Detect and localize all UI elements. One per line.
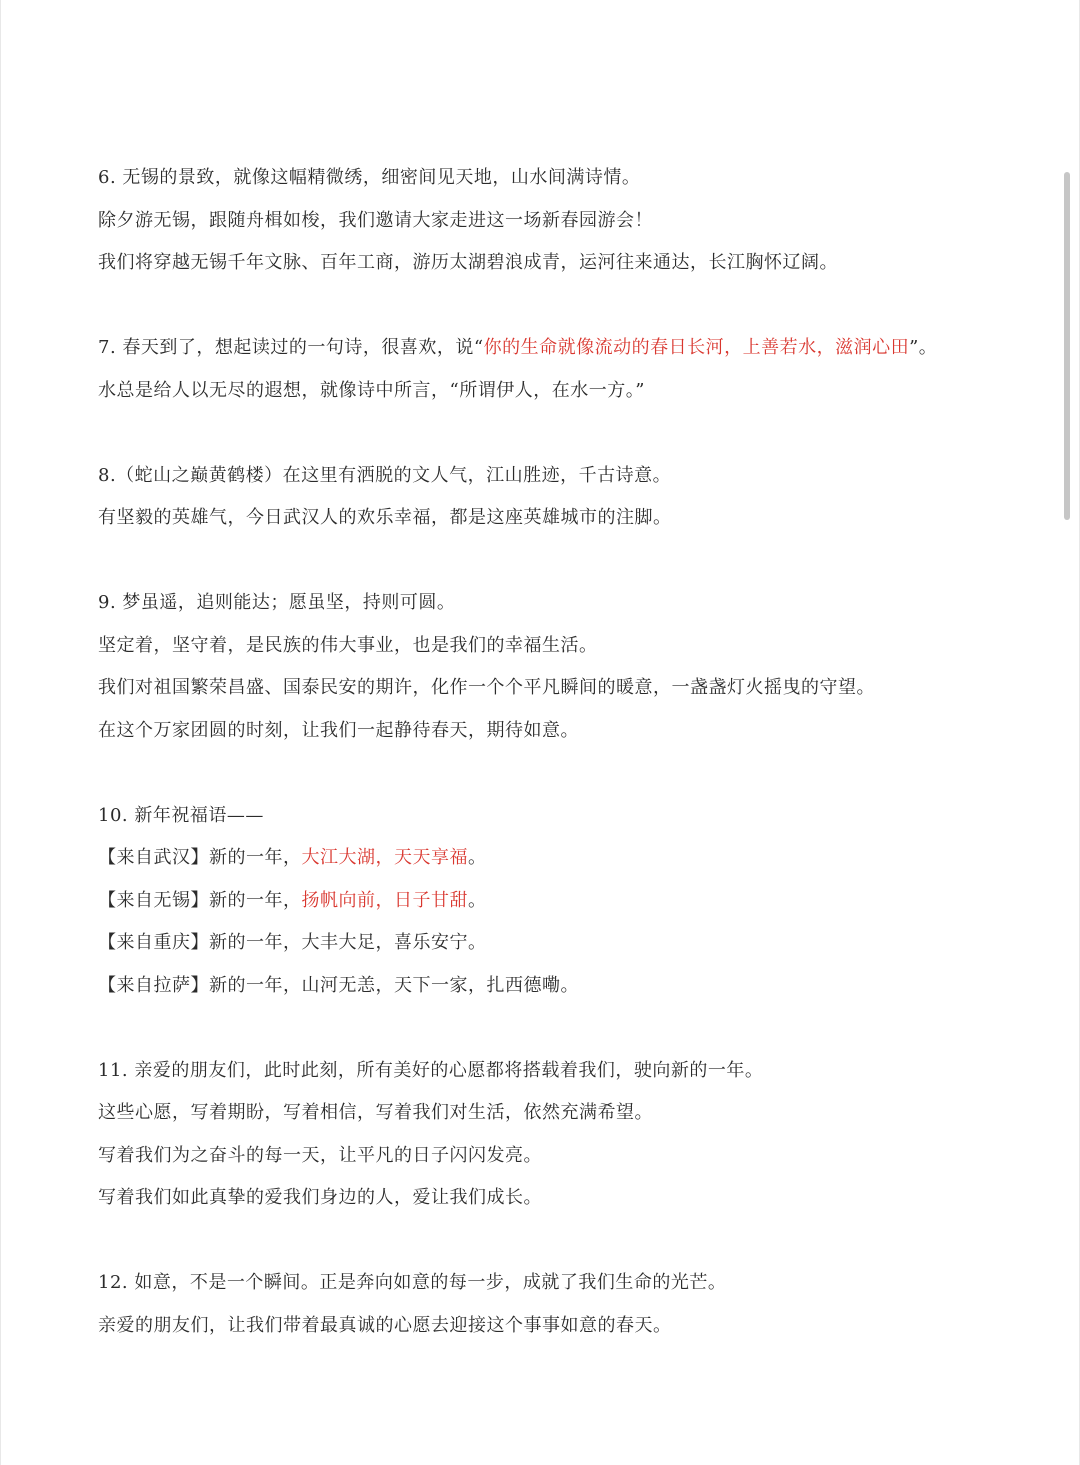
paragraph bbox=[98, 582, 1018, 752]
text-segment: 除夕游无锡，跟随舟楫如梭，我们邀请大家走进这一场新春园游会！ bbox=[98, 209, 653, 231]
text-line bbox=[98, 710, 1018, 753]
text-segment: 水总是给人以无尽的遐想，就像诗中所言，“所谓伊人，在水一方。” bbox=[98, 379, 645, 401]
document-body bbox=[98, 157, 1018, 1347]
text-line bbox=[98, 157, 1018, 200]
paragraph bbox=[98, 1050, 1018, 1220]
text-line bbox=[98, 242, 1018, 285]
scrollbar-thumb[interactable] bbox=[1064, 172, 1070, 520]
text-line bbox=[98, 1177, 1018, 1220]
text-segment: 我们对祖国繁荣昌盛、国泰民安的期许，化作一个个平凡瞬间的暖意，一盏盏灯火摇曳的守望。 bbox=[98, 677, 875, 698]
text-line bbox=[98, 795, 1018, 838]
text-segment: 亲爱的朋友们，让我们带着最真诚的心愿去迎接这个事事如意的春天。 bbox=[98, 1314, 672, 1336]
text-line bbox=[98, 922, 1018, 965]
text-line bbox=[98, 455, 1018, 498]
text-segment: 9. 梦虽遥，追则能达；愿虽坚，持则可圆。 bbox=[98, 592, 456, 613]
highlighted-text: 你的生命就像流动的春日长河，上善若水，滋润心田 bbox=[483, 337, 910, 358]
paragraph bbox=[98, 327, 1018, 412]
highlighted-text: 大江大湖，天天享福 bbox=[301, 847, 468, 868]
text-segment: 坚定着，坚守着，是民族的伟大事业，也是我们的幸福生活。 bbox=[98, 634, 598, 656]
text-segment: 10. 新年祝福语—— bbox=[98, 804, 264, 826]
highlighted-text: 扬帆向前，日子甘甜 bbox=[301, 889, 468, 911]
text-line bbox=[98, 625, 1018, 668]
text-segment: 【来自武汉】新的一年， bbox=[98, 847, 302, 868]
paragraph-gap bbox=[98, 1220, 1018, 1263]
text-segment: 7. 春天到了，想起读过的一句诗，很喜欢，说“ bbox=[98, 337, 484, 358]
text-segment: 我们将穿越无锡千年文脉、百年工商，游历太湖碧浪成青，运河往来通达，长江胸怀辽阔。 bbox=[98, 252, 838, 273]
text-segment: 【来自重庆】新的一年，大丰大足，喜乐安宁。 bbox=[98, 932, 487, 953]
paragraph bbox=[98, 157, 1018, 285]
paragraph-gap bbox=[98, 540, 1018, 583]
text-segment: 在这个万家团圆的时刻，让我们一起静待春天，期待如意。 bbox=[98, 719, 579, 741]
text-segment: 11. 亲爱的朋友们，此时此刻，所有美好的心愿都将搭载着我们，驶向新的一年。 bbox=[98, 1059, 764, 1081]
text-line bbox=[98, 1262, 1018, 1305]
paragraph bbox=[98, 455, 1018, 540]
paragraph bbox=[98, 795, 1018, 1008]
text-segment: 。 bbox=[468, 889, 487, 911]
text-segment: 。 bbox=[468, 847, 487, 868]
text-line bbox=[98, 582, 1018, 625]
text-line bbox=[98, 965, 1018, 1008]
text-line bbox=[98, 370, 1018, 413]
text-line bbox=[98, 1305, 1018, 1348]
text-line bbox=[98, 1135, 1018, 1178]
paragraph-gap bbox=[98, 412, 1018, 455]
text-segment: ”。 bbox=[909, 337, 938, 358]
text-line bbox=[98, 667, 1018, 710]
text-line bbox=[98, 200, 1018, 243]
text-line bbox=[98, 1050, 1018, 1093]
paragraph-gap bbox=[98, 1007, 1018, 1050]
text-segment: 8.（蛇山之巅黄鹤楼）在这里有洒脱的文人气，江山胜迹，千古诗意。 bbox=[98, 464, 672, 486]
text-line bbox=[98, 497, 1018, 540]
text-segment: 【来自无锡】新的一年， bbox=[98, 889, 302, 911]
text-line bbox=[98, 837, 1018, 880]
text-line bbox=[98, 880, 1018, 923]
text-segment: 12. 如意，不是一个瞬间。正是奔向如意的每一步，成就了我们生命的光芒。 bbox=[98, 1272, 727, 1293]
paragraph-gap bbox=[98, 752, 1018, 795]
text-line bbox=[98, 1092, 1018, 1135]
text-segment: 【来自拉萨】新的一年，山河无恙，天下一家，扎西德嘞。 bbox=[98, 974, 579, 996]
text-line bbox=[98, 327, 1018, 370]
paragraph-gap bbox=[98, 285, 1018, 328]
text-segment: 写着我们如此真挚的爱我们身边的人，爱让我们成长。 bbox=[98, 1187, 542, 1208]
text-segment: 这些心愿，写着期盼，写着相信，写着我们对生活，依然充满希望。 bbox=[98, 1102, 653, 1123]
text-segment: 写着我们为之奋斗的每一天，让平凡的日子闪闪发亮。 bbox=[98, 1144, 542, 1166]
paragraph bbox=[98, 1262, 1018, 1347]
text-segment: 有坚毅的英雄气，今日武汉人的欢乐幸福，都是这座英雄城市的注脚。 bbox=[98, 507, 672, 528]
text-segment: 6. 无锡的景致，就像这幅精微绣，细密间见天地，山水间满诗情。 bbox=[98, 167, 641, 188]
